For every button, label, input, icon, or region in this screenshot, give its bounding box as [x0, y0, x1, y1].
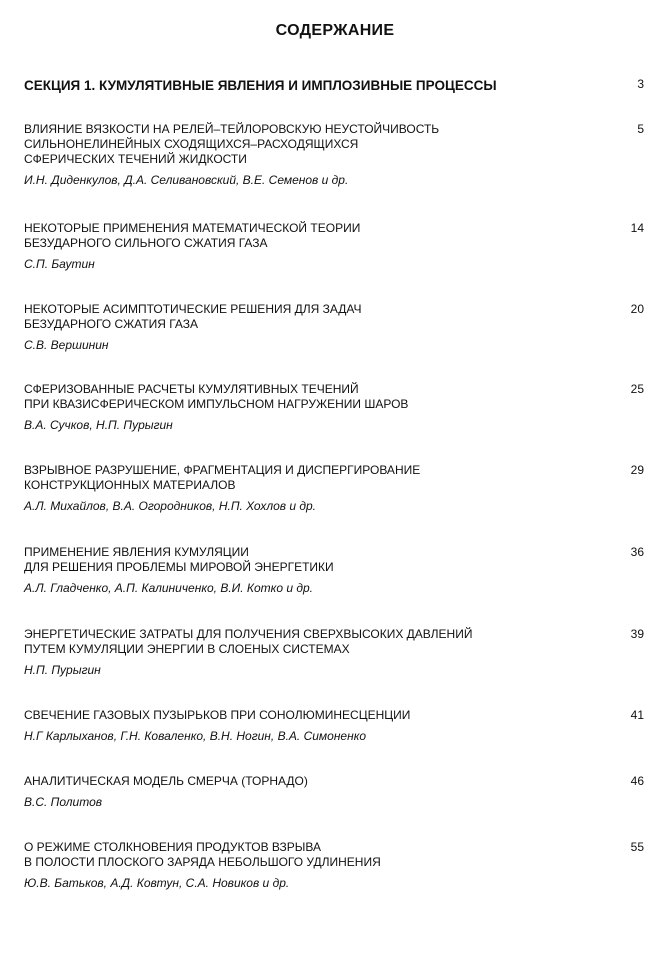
entry-page-number: 55	[630, 840, 644, 854]
entry-page-number: 20	[630, 302, 644, 316]
entry-page-number: 29	[630, 463, 644, 477]
toc-entry	[24, 545, 644, 595]
entry-title: НЕКОТОРЫЕ ПРИМЕНЕНИЯ МАТЕМАТИЧЕСКОЙ ТЕОРИИ БЕЗУДАРНОГО СИЛЬНОГО СЖАТИЯ ГАЗА	[24, 221, 361, 250]
entry-title: ВЗРЫВНОЕ РАЗРУШЕНИЕ, ФРАГМЕНТАЦИЯ И ДИСПЕРГИРОВАНИЕ КОНСТРУКЦИОННЫХ МАТЕРИАЛОВ	[24, 463, 421, 492]
toc-entry	[24, 627, 644, 677]
entry-authors: Н.П. Пурыгин	[24, 663, 101, 677]
entry-authors: А.Л. Гладченко, А.П. Калиниченко, В.И. Котко и др.	[24, 581, 313, 595]
entry-authors: В.С. Политов	[24, 795, 103, 809]
entry-title: ВЛИЯНИЕ ВЯЗКОСТИ НА РЕЛЕЙ–ТЕЙЛОРОВСКУЮ НЕУСТОЙЧИВОСТЬ СИЛЬНОНЕЛИНЕЙНЫХ СХОДЯЩИХСЯ–РАСХОДЯЩИХСЯ СФЕРИЧЕСКИХ ТЕЧЕНИЙ ЖИДКОСТИ	[24, 122, 440, 166]
section-page-number: 3	[637, 77, 644, 91]
entry-page-number: 41	[630, 708, 644, 722]
entry-title: ПРИМЕНЕНИЕ ЯВЛЕНИЯ КУМУЛЯЦИИ ДЛЯ РЕШЕНИЯ ПРОБЛЕМЫ МИРОВОЙ ЭНЕРГЕТИКИ	[24, 545, 334, 574]
section-title: СЕКЦИЯ 1. КУМУЛЯТИВНЫЕ ЯВЛЕНИЯ И ИМПЛОЗИВНЫЕ ПРОЦЕССЫ	[24, 78, 497, 93]
toc-entry	[24, 774, 644, 809]
entry-page-number: 14	[630, 221, 644, 235]
entry-authors: С.В. Вершинин	[24, 338, 109, 352]
entry-authors: С.П. Баутин	[24, 257, 95, 271]
toc-entry	[24, 708, 644, 743]
entry-title: ЭНЕРГЕТИЧЕСКИЕ ЗАТРАТЫ ДЛЯ ПОЛУЧЕНИЯ СВЕРХВЫСОКИХ ДАВЛЕНИЙ ПУТЕМ КУМУЛЯЦИИ ЭНЕРГИИ В СЛОЕНЫХ СИСТЕМАХ	[24, 627, 473, 656]
toc-entry	[24, 382, 644, 432]
entry-page-number: 36	[630, 545, 644, 559]
entry-page-number: 25	[630, 382, 644, 396]
entry-title: СВЕЧЕНИЕ ГАЗОВЫХ ПУЗЫРЬКОВ ПРИ СОНОЛЮМИНЕСЦЕНЦИИ	[24, 708, 411, 722]
entry-authors: И.Н. Диденкулов, Д.А. Селивановский, В.Е. Семенов и др.	[24, 173, 349, 187]
entry-title: АНАЛИТИЧЕСКАЯ МОДЕЛЬ СМЕРЧА (ТОРНАДО)	[24, 774, 308, 788]
entry-title: СФЕРИЗОВАННЫЕ РАСЧЕТЫ КУМУЛЯТИВНЫХ ТЕЧЕНИЙ ПРИ КВАЗИСФЕРИЧЕСКОМ ИМПУЛЬСНОМ НАГРУЖЕНИИ ШАРОВ	[24, 382, 409, 411]
toc-entry	[24, 840, 644, 890]
entry-page-number: 46	[630, 774, 644, 788]
entry-authors: В.А. Сучков, Н.П. Пурыгин	[24, 418, 173, 432]
toc-entry	[24, 463, 644, 513]
entry-page-number: 39	[630, 627, 644, 641]
toc-entry	[24, 221, 644, 271]
entry-authors: А.Л. Михайлов, В.А. Огородников, Н.П. Хохлов и др.	[24, 499, 317, 513]
entry-page-number: 5	[637, 122, 644, 136]
page-title: СОДЕРЖАНИЕ	[275, 22, 395, 39]
entry-authors: Ю.В. Батьков, А.Д. Ковтун, С.А. Новиков и др.	[24, 876, 290, 890]
entry-title: О РЕЖИМЕ СТОЛКНОВЕНИЯ ПРОДУКТОВ ВЗРЫВА В ПОЛОСТИ ПЛОСКОГО ЗАРЯДА НЕБОЛЬШОГО УДЛИНЕНИЯ	[24, 840, 381, 869]
entry-title: НЕКОТОРЫЕ АСИМПТОТИЧЕСКИЕ РЕШЕНИЯ ДЛЯ ЗАДАЧ БЕЗУДАРНОГО СЖАТИЯ ГАЗА	[24, 302, 362, 331]
entry-authors: Н.Г Карлыханов, Г.Н. Коваленко, В.Н. Ногин, В.А. Симоненко	[24, 729, 367, 743]
section-heading	[24, 77, 644, 95]
toc-entry	[24, 122, 644, 187]
toc-entry	[24, 302, 644, 352]
